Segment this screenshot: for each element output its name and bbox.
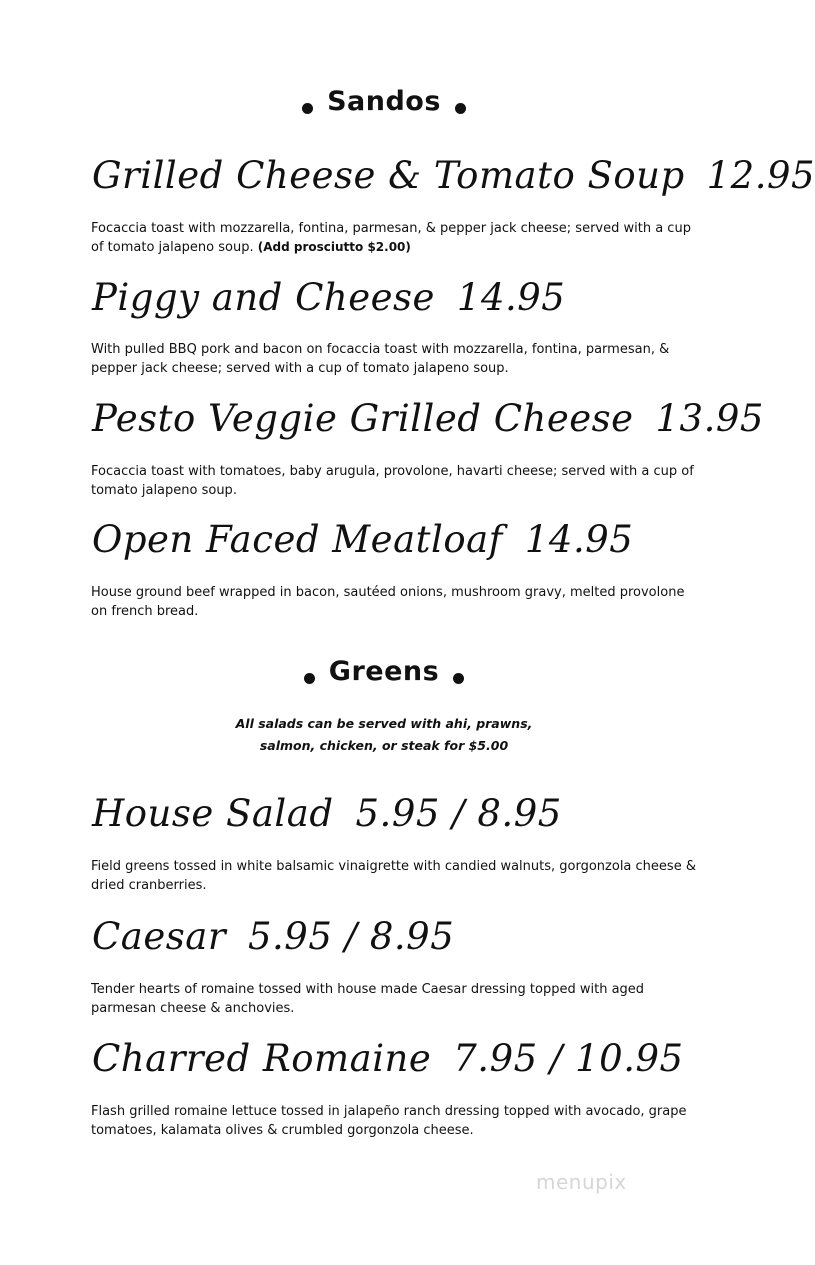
watermark: menupix [536,1170,627,1194]
item-price: 12.95 [706,154,815,197]
item-name: Pesto Veggie Grilled Cheese [92,397,634,440]
menu-item-title [92,154,815,197]
item-price: 7.95 / 10.95 [453,1037,684,1080]
addon-note: (Add prosciutto $2.00) [257,240,411,254]
item-price: 14.95 [456,276,566,319]
item-description: Field greens tossed in white balsamic vinaigrette with candied walnuts, gorgonzola cheese & dried cranberries. [91,859,696,893]
section-title-greens: Greens [328,656,440,687]
note-line: salmon, chicken, or steak for $5.00 [259,738,509,753]
item-description: Flash grilled romaine lettuce tossed in jalapeño ranch dressing topped with avocado, grape tomatoes, kalamata olives & crumbled gorgonzola cheese. [91,1104,687,1138]
menu-item-title [92,915,454,958]
item-description: With pulled BBQ pork and bacon on focaccia toast with mozzarella, fontina, parmesan, & pepper jack cheese; served with a cup of tomato jalapeno soup. [91,342,670,376]
item-name: Caesar [92,915,226,958]
item-name: Grilled Cheese & Tomato Soup [92,154,685,197]
item-name: Open Faced Meatloaf [92,518,503,561]
menu-item-title [92,1037,684,1080]
item-price: 14.95 [524,518,634,561]
item-price: 5.95 / 8.95 [248,915,455,958]
section-header-greens [0,656,768,687]
bullet-icon [453,673,464,684]
item-description: House ground beef wrapped in bacon, sautéed onions, mushroom gravy, melted provolone on french bread. [91,585,685,619]
menu-item-title [92,276,565,319]
item-price: 5.95 / 8.95 [355,792,562,835]
description-text: Focaccia toast with mozzarella, fontina, parmesan, & pepper jack cheese; served with a cup of tomato jalapeno soup. [91,221,691,255]
item-name: House Salad [92,792,334,835]
section-title-sandos: Sandos [327,86,441,117]
salad-protein-note [0,713,768,757]
section-header-sandos [0,86,768,117]
item-description: Tender hearts of romaine tossed with house made Caesar dressing topped with aged parmesan cheese & anchovies. [91,982,645,1016]
item-price: 13.95 [655,397,764,440]
bullet-icon [304,673,315,684]
item-name: Charred Romaine [92,1037,432,1080]
menu-item-title [92,792,562,835]
menu-item-title [92,518,633,561]
item-description: Focaccia toast with tomatoes, baby arugula, provolone, havarti cheese; served with a cup of tomato jalapeno soup. [91,464,694,498]
bullet-icon [455,103,466,114]
item-name: Piggy and Cheese [92,276,435,319]
item-description [91,219,701,257]
note-line: All salads can be served with ahi, prawns, [235,716,533,731]
bullet-icon [302,103,313,114]
menu-item-title [92,397,764,440]
